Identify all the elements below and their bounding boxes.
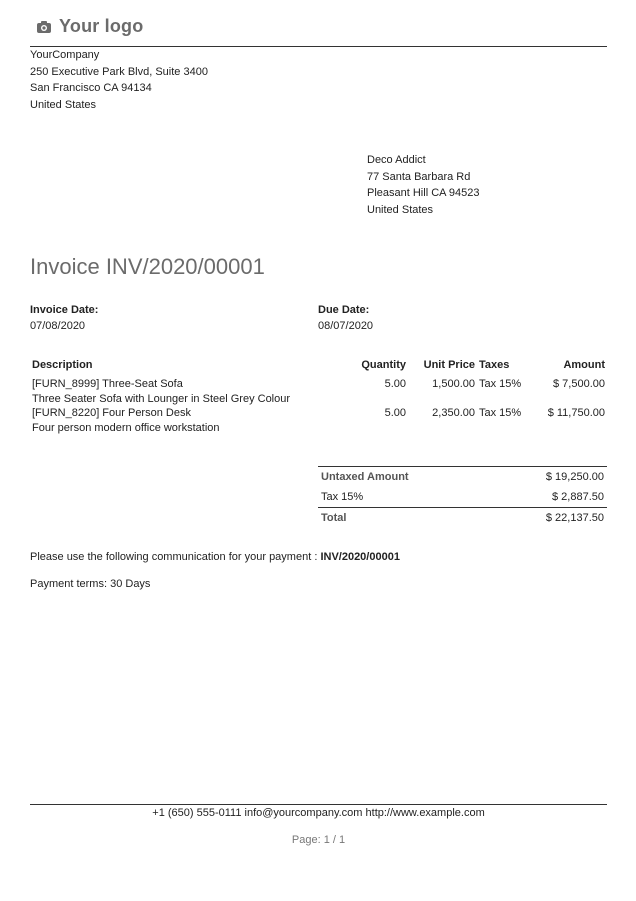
line-description (30, 377, 344, 406)
table-row (30, 377, 607, 406)
footer-divider (30, 804, 607, 805)
customer-country: United States (367, 203, 434, 216)
line-detail: Four person modern office workstation (32, 422, 220, 434)
communication-ref: INV/2020/00001 (320, 551, 400, 563)
tax-row (318, 487, 607, 508)
line-unit-price: 1,500.00 (432, 378, 475, 390)
line-taxes: Tax 15% (479, 378, 522, 390)
invoice-date-label: Invoice Date: (30, 304, 99, 316)
customer-street: 77 Santa Barbara Rd (367, 170, 471, 183)
due-date-block (318, 302, 373, 334)
company-address (30, 47, 208, 113)
line-title: [FURN_8999] Three-Seat Sofa (32, 378, 183, 390)
footer-contact: +1 (650) 555-0111 info@yourcompany.com http://www.example.com (152, 807, 485, 819)
total-label: Total (318, 508, 489, 529)
due-date-label: Due Date: (318, 304, 370, 316)
total-value: $ 22,137.50 (489, 508, 607, 529)
header-taxes: Taxes (479, 359, 510, 371)
tax-value: $ 2,887.50 (552, 491, 604, 503)
company-city: San Francisco CA 94134 (30, 82, 152, 94)
line-unit-price: 2,350.00 (432, 407, 475, 419)
company-logo (36, 16, 143, 37)
due-date-value: 08/07/2020 (318, 320, 374, 332)
header-unit-price: Unit Price (423, 359, 475, 371)
company-name: YourCompany (30, 49, 100, 61)
line-title: [FURN_8220] Four Person Desk (32, 407, 191, 419)
line-detail: Three Seater Sofa with Lounger in Steel Grey Colour (32, 393, 291, 405)
line-taxes: Tax 15% (479, 407, 522, 419)
tax-label: Tax 15% (321, 491, 364, 503)
totals-table (318, 466, 607, 528)
untaxed-row (318, 467, 607, 488)
line-quantity: 5.00 (384, 378, 406, 390)
page-number: Page: 1 / 1 (291, 834, 346, 846)
total-row (318, 508, 607, 529)
customer-name: Deco Addict (367, 154, 426, 166)
company-country: United States (30, 98, 97, 111)
communication-text: Please use the following communication for your payment : (30, 551, 321, 563)
payment-terms: Payment terms: 30 Days (30, 578, 151, 590)
untaxed-label: Untaxed Amount (318, 467, 489, 488)
invoice-date-block (30, 302, 98, 334)
customer-address (367, 152, 480, 218)
header-description: Description (32, 359, 93, 371)
table-header-row (30, 356, 607, 377)
line-amount: $ 11,750.00 (547, 407, 605, 419)
header-amount: Amount (563, 359, 605, 371)
invoice-lines-table (30, 356, 607, 435)
line-quantity: 5.00 (384, 407, 406, 419)
invoice-title: Invoice INV/2020/00001 (30, 254, 265, 279)
line-amount: $ 7,500.00 (553, 378, 605, 390)
customer-city: Pleasant Hill CA 94523 (367, 187, 480, 199)
header-quantity: Quantity (361, 359, 406, 371)
table-row (30, 406, 607, 435)
logo-text: Your logo (59, 16, 144, 36)
line-description (30, 406, 344, 435)
camera-icon (36, 19, 52, 35)
payment-communication (30, 551, 400, 563)
invoice-date-value: 07/08/2020 (30, 320, 86, 332)
company-street: 250 Executive Park Blvd, Suite 3400 (30, 65, 208, 78)
untaxed-value: $ 19,250.00 (489, 467, 607, 488)
